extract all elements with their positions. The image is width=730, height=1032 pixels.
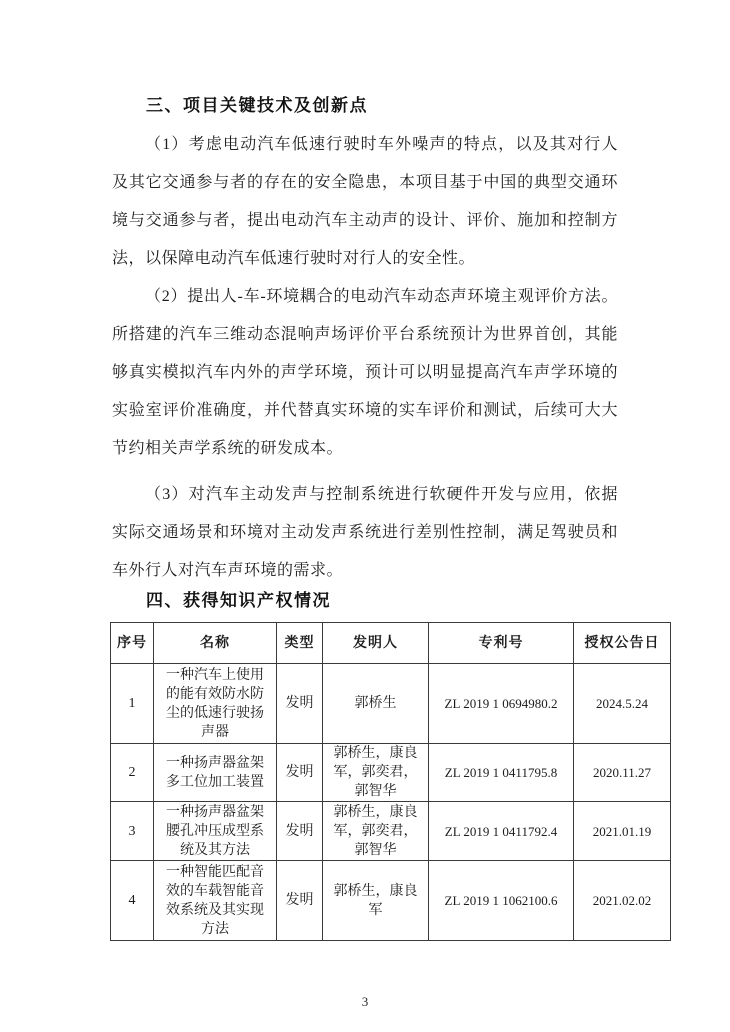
paragraph-line: （2）提出人-车-环境耦合的电动汽车动态声环境主观评价方法。 bbox=[145, 288, 618, 305]
header-cell-type: 类型 bbox=[277, 623, 323, 664]
table-row bbox=[111, 802, 671, 861]
paragraph-line: 节约相关声学系统的研发成本。 bbox=[112, 440, 344, 457]
paragraph-line: 实验室评价准确度，并代替真实环境的实车评价和测试，后续可大大 bbox=[112, 402, 618, 419]
cell-index: 3 bbox=[111, 802, 154, 861]
table-row bbox=[111, 744, 671, 802]
cell-type: 发明 bbox=[277, 664, 323, 744]
cell-grant-date: 2024.5.24 bbox=[574, 664, 671, 744]
paragraph-line: （3）对汽车主动发声与控制系统进行软硬件开发与应用，依据 bbox=[145, 486, 618, 503]
cell-grant-date: 2021.01.19 bbox=[574, 802, 671, 861]
cell-patent-no: ZL 2019 1 0411792.4 bbox=[429, 802, 574, 861]
cell-index: 1 bbox=[111, 664, 154, 744]
paragraph-line: （1）考虑电动汽车低速行驶时车外噪声的特点，以及其对行人 bbox=[145, 136, 618, 153]
cell-index: 2 bbox=[111, 744, 154, 802]
cell-inventor: 郭桥生，康良军 bbox=[323, 861, 429, 941]
cell-type: 发明 bbox=[277, 861, 323, 941]
section-heading-intellectual-property: 四、获得知识产权情况 bbox=[146, 591, 331, 610]
cell-inventor: 郭桥生，康良军，郭奕君，郭智华 bbox=[323, 802, 429, 861]
header-cell-name: 名称 bbox=[154, 623, 277, 664]
cell-name: 一种汽车上使用的能有效防水防尘的低速行驶扬声器 bbox=[154, 664, 277, 744]
cell-inventor: 郭桥生，康良军，郭奕君，郭智华 bbox=[323, 744, 429, 802]
cell-inventor: 郭桥生 bbox=[323, 664, 429, 744]
cell-grant-date: 2020.11.27 bbox=[574, 744, 671, 802]
paragraph-line: 够真实模拟汽车内外的声学环境，预计可以明显提高汽车声学环境的 bbox=[112, 364, 618, 381]
table-body bbox=[111, 664, 671, 941]
paragraph-line: 所搭建的汽车三维动态混响声场评价平台系统预计为世界首创，其能 bbox=[112, 326, 618, 343]
header-cell-patent-no: 专利号 bbox=[429, 623, 574, 664]
cell-patent-no: ZL 2019 1 1062100.6 bbox=[429, 861, 574, 941]
paragraph-line: 法，以保障电动汽车低速行驶时对行人的安全性。 bbox=[112, 250, 476, 267]
section-heading-key-technologies: 三、项目关键技术及创新点 bbox=[146, 96, 368, 115]
paragraph-3 bbox=[112, 476, 618, 590]
paragraph-line: 车外行人对汽车声环境的需求。 bbox=[112, 562, 344, 579]
cell-type: 发明 bbox=[277, 802, 323, 861]
table-row bbox=[111, 664, 671, 744]
paragraph-line: 及其它交通参与者的存在的安全隐患，本项目基于中国的典型交通环 bbox=[112, 174, 618, 191]
paragraph-1 bbox=[112, 126, 618, 278]
header-cell-inventor: 发明人 bbox=[323, 623, 429, 664]
paragraph-line: 境与交通参与者，提出电动汽车主动声的设计、评价、施加和控制方 bbox=[112, 212, 618, 229]
page-number: 3 bbox=[361, 994, 369, 1009]
header-cell-grant-date: 授权公告日 bbox=[574, 623, 671, 664]
cell-patent-no: ZL 2019 1 0694980.2 bbox=[429, 664, 574, 744]
cell-name: 一种智能匹配音效的车载智能音效系统及其实现方法 bbox=[154, 861, 277, 941]
cell-name: 一种扬声器盆架多工位加工装置 bbox=[154, 744, 277, 802]
header-cell-index: 序号 bbox=[111, 623, 154, 664]
cell-patent-no: ZL 2019 1 0411795.8 bbox=[429, 744, 574, 802]
cell-index: 4 bbox=[111, 861, 154, 941]
table-header-row bbox=[111, 623, 671, 664]
patents-table bbox=[110, 622, 671, 941]
paragraph-line: 实际交通场景和环境对主动发声系统进行差别性控制，满足驾驶员和 bbox=[112, 524, 618, 541]
cell-name: 一种扬声器盆架腰孔冲压成型系统及其方法 bbox=[154, 802, 277, 861]
table-row bbox=[111, 861, 671, 941]
cell-type: 发明 bbox=[277, 744, 323, 802]
cell-grant-date: 2021.02.02 bbox=[574, 861, 671, 941]
paragraph-2 bbox=[112, 278, 618, 468]
